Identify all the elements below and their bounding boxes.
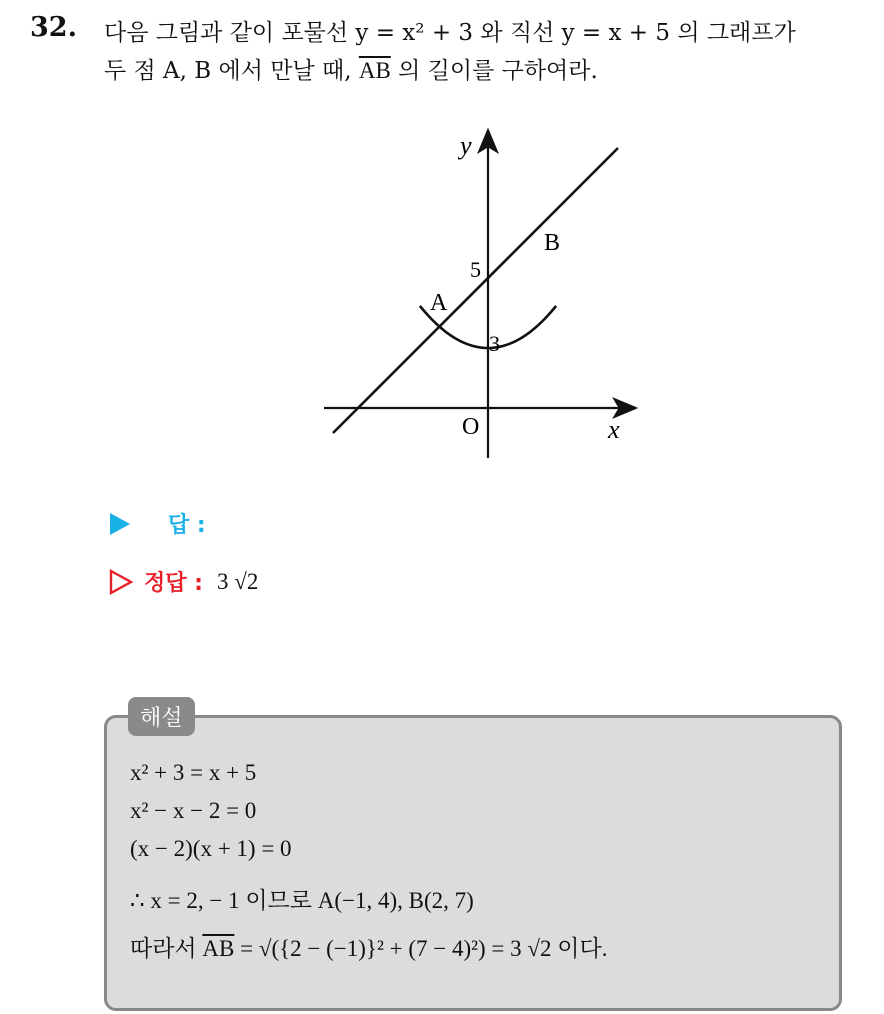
question-line-2-pre: 두 점 A, B 에서 만날 때, — [104, 58, 359, 84]
question-number: 32. — [30, 12, 77, 43]
solution-line-5-post: = √({2 − (−1)}² + (7 − 4)²) = 3 √2 이다. — [234, 936, 608, 961]
answer-arrow-icon — [108, 511, 132, 537]
answer-label: 답 : — [168, 513, 206, 538]
solution-segment-ab: $\overline{AB}$ — [202, 936, 235, 961]
correct-answer-value: 3 √2 — [216, 568, 259, 594]
x-axis-label: x — [608, 415, 620, 444]
solution-line-4: ∴ x = 2, − 1 이므로 A(−1, 4), B(2, 7) — [130, 888, 474, 913]
line-y-x-plus-5 — [333, 148, 618, 433]
solution-line-2: x² − x − 2 = 0 — [130, 798, 257, 823]
y-axis-label: y — [460, 131, 472, 160]
graph-figure — [300, 120, 650, 470]
y-intercept-5-label: 5 — [470, 257, 481, 282]
point-a-label: A — [430, 290, 448, 316]
solution-line-3: (x − 2)(x + 1) = 0 — [130, 836, 292, 861]
solution-line-1: x² + 3 = x + 5 — [130, 760, 257, 785]
correct-arrow-icon — [108, 568, 134, 596]
solution-tag: 해설 — [128, 697, 195, 736]
correct-answer-row — [108, 566, 258, 597]
question-line-1: 다음 그림과 같이 포물선 y = x² + 3 와 직선 y = x + 5 의 그래프가 — [104, 20, 796, 46]
segment-ab: $\overline{AB}$ — [358, 58, 391, 83]
question-text — [104, 14, 874, 90]
origin-label: O — [462, 414, 480, 440]
correct-answer-label: 정답 : — [144, 571, 203, 596]
point-b-label: B — [544, 230, 561, 256]
solution-line-5-pre: 따라서 — [130, 936, 203, 961]
vertex-3-label: 3 — [489, 331, 500, 356]
question-line-2 — [104, 52, 874, 90]
answer-row — [108, 508, 206, 539]
solution-line-5 — [130, 930, 607, 963]
question-line-2-post: 의 길이를 구하여라. — [390, 58, 598, 84]
